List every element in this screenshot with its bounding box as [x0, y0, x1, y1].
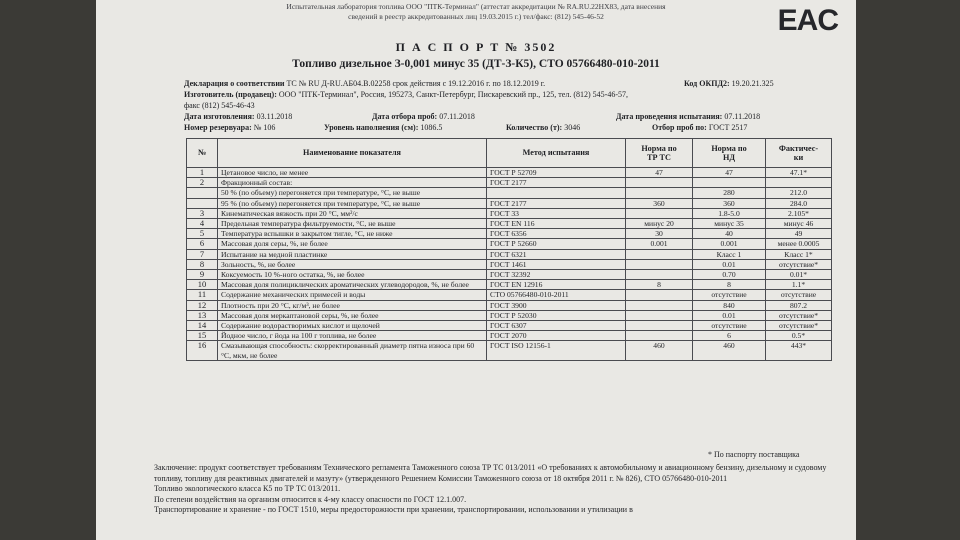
tank-line: [184, 122, 275, 133]
sample-date-line: [372, 111, 475, 122]
row-norm-nd: отсутствие: [693, 321, 766, 331]
row-norm-nd: 40: [693, 229, 766, 239]
row-method: [487, 188, 626, 198]
conclusion-p4: Транспортирование и хранение - по ГОСТ 1510, меры предосторожности при хранении, транспортировании, использовании и утилизации в: [154, 505, 633, 514]
row-name: Фракционный состав:: [218, 178, 487, 188]
row-norm-tr: [626, 259, 693, 269]
row-norm-tr: 460: [626, 341, 693, 360]
test-date-line: [616, 111, 760, 122]
row-name: Коксуемость 10 %-ного остатка, %, не более: [218, 270, 487, 280]
col-actual-header: [766, 139, 832, 168]
row-norm-tr: [626, 331, 693, 341]
table-row: [187, 280, 832, 290]
row-norm-tr: [626, 321, 693, 331]
row-norm-nd: 47: [693, 168, 766, 178]
qty-value: 3046: [564, 123, 581, 132]
made-value: 03.11.2018: [256, 112, 293, 121]
row-method: ГОСТ Р 52660: [487, 239, 626, 249]
row-num: [187, 198, 218, 208]
table-row: [187, 239, 832, 249]
test-label: Дата проведения испытания:: [616, 112, 723, 121]
row-name: 50 % (по объему) перегоняется при температуре, °С, не выше: [218, 188, 487, 198]
maker-value: ООО "ПТК-Терминал", Россия, 195273, Санкт-Петербург, Пискаревский пр., 125, тел. (812) 545-46-57,: [278, 90, 628, 99]
table-row: [187, 331, 832, 341]
row-norm-nd: 8: [693, 280, 766, 290]
row-norm-nd: 0.01: [693, 259, 766, 269]
row-norm-tr: 47: [626, 168, 693, 178]
lab-line-1: Испытательная лаборатория топлива ООО "ПТК-Терминал" (аттестат аккредитации № RA.RU.22НХ83, дата внесения: [286, 2, 666, 11]
table-row: [187, 300, 832, 310]
row-actual: 443*: [766, 341, 832, 360]
row-name: Йодное число, г йода на 100 г топлива, не более: [218, 331, 487, 341]
row-method: ГОСТ ISO 12156-1: [487, 341, 626, 360]
row-actual: 0.5*: [766, 331, 832, 341]
row-norm-nd: 0.70: [693, 270, 766, 280]
row-norm-tr: [626, 188, 693, 198]
table-row: [187, 188, 832, 198]
samplemethod-label: Отбор проб по:: [652, 123, 707, 132]
row-method: СТО 05766480-010-2011: [487, 290, 626, 300]
row-num: 2: [187, 178, 218, 188]
row-norm-nd: Класс 1: [693, 249, 766, 259]
row-actual: 284.0: [766, 198, 832, 208]
row-name: Предельная температура фильтруемости, °С, не выше: [218, 219, 487, 229]
row-num: 8: [187, 259, 218, 269]
row-norm-tr: [626, 290, 693, 300]
row-method: ГОСТ Р 52709: [487, 168, 626, 178]
row-norm-nd: 0.001: [693, 239, 766, 249]
row-name: Цетановое число, не менее: [218, 168, 487, 178]
row-name: 95 % (по объему) перегоняется при температуре, °С, не выше: [218, 198, 487, 208]
table-row: [187, 290, 832, 300]
row-num: 5: [187, 229, 218, 239]
level-label: Уровень наполнения (см):: [324, 123, 419, 132]
col-actual-l2: ки: [793, 153, 804, 162]
col-norm-tr-l2: ТР ТС: [647, 153, 671, 162]
col-norm-nd-l2: НД: [722, 153, 735, 162]
table-header-row: [187, 139, 832, 168]
declaration-line: [184, 78, 545, 89]
row-actual: 0.01*: [766, 270, 832, 280]
row-norm-tr: 0.001: [626, 239, 693, 249]
row-name: Массовая доля серы, %, не более: [218, 239, 487, 249]
maker-line: [184, 89, 628, 100]
col-norm-tr-header: [626, 139, 693, 168]
sample-label: Дата отбора проб:: [372, 112, 438, 121]
row-actual: Класс 1*: [766, 249, 832, 259]
col-num-header: №: [187, 139, 218, 168]
row-name: Содержание водорастворимых кислот и щелочей: [218, 321, 487, 331]
row-name: Массовая доля меркаптановой серы, %, не более: [218, 310, 487, 320]
row-norm-nd: 280: [693, 188, 766, 198]
row-name: Зольность, %, не более: [218, 259, 487, 269]
col-norm-nd-header: [693, 139, 766, 168]
table-row: [187, 310, 832, 320]
row-norm-nd: отсутствие: [693, 290, 766, 300]
row-name: Смазывающая способность: скорректированный диаметр пятна износа при 60 °С, мкм, не более: [218, 341, 487, 360]
row-name: Содержание механических примесей и воды: [218, 290, 487, 300]
row-method: ГОСТ 6356: [487, 229, 626, 239]
made-label: Дата изготовления:: [184, 112, 255, 121]
row-norm-nd: 360: [693, 198, 766, 208]
row-num: 3: [187, 208, 218, 218]
row-actual: 807.2: [766, 300, 832, 310]
qty-label: Количество (т):: [506, 123, 563, 132]
row-method: ГОСТ 2177: [487, 198, 626, 208]
level-value: 1086.5: [420, 123, 443, 132]
passport-subtitle: Топливо дизельное З-0,001 минус 35 (ДТ-З-К5), СТО 05766480-010-2011: [292, 58, 660, 70]
row-method: ГОСТ 33: [487, 208, 626, 218]
row-name: Плотность при 20 °С, кг/м³, не более: [218, 300, 487, 310]
table-row: [187, 259, 832, 269]
table-row: [187, 270, 832, 280]
row-norm-nd: [693, 178, 766, 188]
row-num: 15: [187, 331, 218, 341]
qty-line: [506, 122, 580, 133]
row-norm-tr: 360: [626, 198, 693, 208]
row-num: 7: [187, 249, 218, 259]
row-num: 14: [187, 321, 218, 331]
row-norm-tr: минус 20: [626, 219, 693, 229]
conclusion-p1: Заключение: продукт соответствует требованиям Технического регламента Таможенного союза ТР ТС 013/2011 «О требованиях к автомобильному и авиационному бензину, дизельному и судовому топливу, топливу для реактивных двигателей и мазуту» (утвержденного Решением Комиссии Таможенного союза от 18 октября 2011 г. № 826), СТО 05766480-010-2011: [154, 463, 827, 483]
row-num: 12: [187, 300, 218, 310]
row-method: ГОСТ 1461: [487, 259, 626, 269]
passport-title: П А С П О Р Т № 3502: [395, 40, 557, 54]
sample-method-line: [652, 122, 747, 133]
fax-line: факс (812) 545-46-43: [184, 101, 255, 110]
row-num: 10: [187, 280, 218, 290]
row-actual: менее 0.0005: [766, 239, 832, 249]
row-norm-tr: 30: [626, 229, 693, 239]
row-actual: отсутствие*: [766, 310, 832, 320]
okpd-label: Код ОКПД2:: [684, 79, 730, 88]
lab-line-2: сведений в реестр аккредитованных лиц 19.03.2015 г.) тел/факс: (812) 545-46-52: [348, 12, 604, 21]
row-norm-nd: 460: [693, 341, 766, 360]
row-norm-nd: минус 35: [693, 219, 766, 229]
row-num: 4: [187, 219, 218, 229]
table-body: [187, 168, 832, 361]
row-num: 9: [187, 270, 218, 280]
row-method: ГОСТ 6307: [487, 321, 626, 331]
table-row: [187, 321, 832, 331]
row-norm-tr: [626, 310, 693, 320]
row-method: ГОСТ EN 12916: [487, 280, 626, 290]
lab-header: [120, 2, 832, 22]
col-norm-tr-l1: Норма по: [641, 143, 677, 153]
table-row: [187, 229, 832, 239]
test-value: 07.11.2018: [724, 112, 761, 121]
table-row: [187, 168, 832, 178]
row-method: ГОСТ EN 116: [487, 219, 626, 229]
samplemethod-value: ГОСТ 2517: [708, 123, 748, 132]
eac-mark: EAC: [777, 4, 838, 37]
declaration-label: Декларация о соответствии: [184, 79, 285, 88]
row-actual: 47.1*: [766, 168, 832, 178]
table-row: [187, 178, 832, 188]
row-actual: [766, 178, 832, 188]
indicators-table: [186, 138, 832, 361]
table-row: [187, 219, 832, 229]
row-method: ГОСТ 32392: [487, 270, 626, 280]
footnote: * По паспорту поставщика: [708, 450, 800, 459]
sample-value: 07.11.2018: [439, 112, 475, 121]
row-method: ГОСТ 2177: [487, 178, 626, 188]
row-num: [187, 188, 218, 198]
row-norm-tr: [626, 270, 693, 280]
row-method: ГОСТ 6321: [487, 249, 626, 259]
row-norm-nd: 0.01: [693, 310, 766, 320]
row-actual: отсутствие*: [766, 321, 832, 331]
made-line: [184, 111, 292, 122]
row-norm-tr: [626, 249, 693, 259]
conclusion-p3: По степени воздействия на организм относится к 4-му классу опасности по ГОСТ 12.1.007.: [154, 494, 467, 504]
level-line: [324, 122, 442, 133]
row-actual: отсутствие: [766, 290, 832, 300]
okpd-line: [684, 78, 774, 89]
conclusion-p2: Топливо экологического класса К5 по ТР ТС 013/2011.: [154, 484, 341, 493]
row-num: 13: [187, 310, 218, 320]
row-actual: минус 46: [766, 219, 832, 229]
row-name: Массовая доля полициклических ароматических углеводородов, %, не более: [218, 280, 487, 290]
row-actual: 212.0: [766, 188, 832, 198]
col-name-header: Наименование показателя: [218, 139, 487, 168]
maker-label: Изготовитель (продавец):: [184, 90, 277, 99]
row-num: 6: [187, 239, 218, 249]
row-norm-nd: 840: [693, 300, 766, 310]
tank-value: № 106: [253, 123, 276, 132]
row-method: ГОСТ 3900: [487, 300, 626, 310]
row-actual: 49: [766, 229, 832, 239]
table-row: [187, 341, 832, 360]
row-name: Температура вспышки в закрытом тигле, °С, не ниже: [218, 229, 487, 239]
row-norm-nd: 1.8-5.0: [693, 208, 766, 218]
tank-label: Номер резервуара:: [184, 123, 252, 132]
row-method: ГОСТ 2070: [487, 331, 626, 341]
row-num: 11: [187, 290, 218, 300]
col-actual-l1: Фактичес-: [778, 143, 819, 153]
conclusion: [154, 463, 844, 516]
row-norm-tr: 8: [626, 280, 693, 290]
row-norm-tr: [626, 208, 693, 218]
col-norm-nd-l1: Норма по: [711, 143, 747, 153]
okpd-value: 19.20.21.325: [731, 79, 774, 88]
row-norm-nd: 6: [693, 331, 766, 341]
row-actual: 2.105*: [766, 208, 832, 218]
row-actual: 1.1*: [766, 280, 832, 290]
row-num: 16: [187, 341, 218, 360]
row-norm-tr: [626, 300, 693, 310]
row-name: Испытание на медной пластинке: [218, 249, 487, 259]
table-row: [187, 198, 832, 208]
row-name: Кинематическая вязкость при 20 °С, мм²/с: [218, 208, 487, 218]
table-row: [187, 249, 832, 259]
row-num: 1: [187, 168, 218, 178]
row-method: ГОСТ Р 52030: [487, 310, 626, 320]
table-row: [187, 208, 832, 218]
passport-sheet: [96, 0, 856, 540]
declaration-value: ТС № RU Д-RU.АБ04.В.02258 срок действия с 19.12.2016 г. по 18.12.2019 г.: [286, 79, 546, 88]
row-actual: отсутствие*: [766, 259, 832, 269]
row-norm-tr: [626, 178, 693, 188]
col-method-header: Метод испытания: [487, 139, 626, 168]
